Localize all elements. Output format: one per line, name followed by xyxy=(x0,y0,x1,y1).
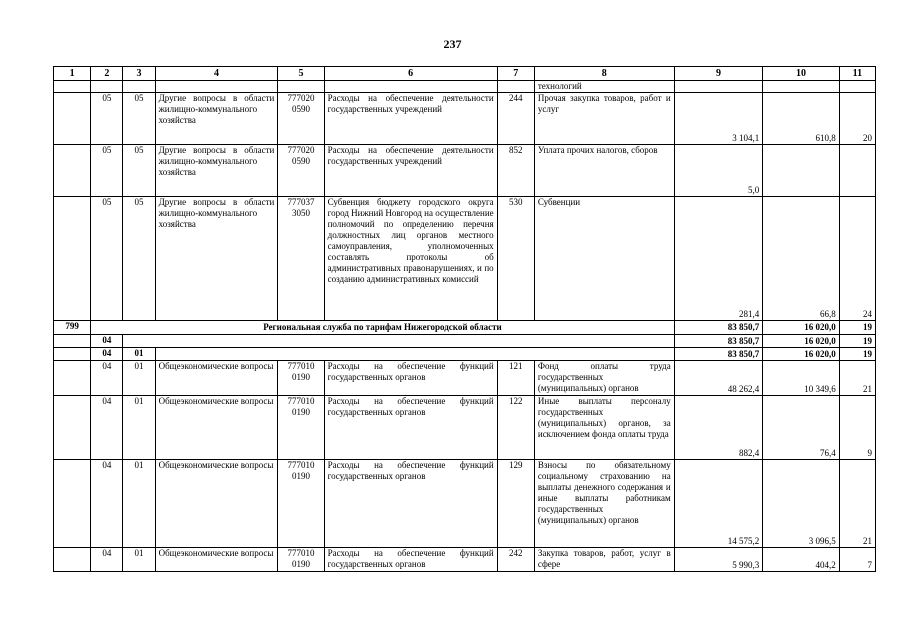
cell-col-11 xyxy=(839,145,875,197)
cell-col-8: Уплата прочих налогов, сборов xyxy=(534,145,674,197)
cell-col-3 xyxy=(123,335,674,348)
cell-col-1 xyxy=(54,197,91,321)
cell-col-7: 242 xyxy=(497,548,534,572)
column-header: 4 xyxy=(155,67,278,81)
cell-col-6: Расходы на обеспечение функций государственных органов xyxy=(324,548,497,572)
cell-col-3: 01 xyxy=(123,460,155,548)
page-number: 237 xyxy=(443,37,462,51)
table-row xyxy=(54,81,876,93)
cell-col-1 xyxy=(54,548,91,572)
header-row xyxy=(54,67,876,81)
cell-col-2: 05 xyxy=(91,145,123,197)
subsection-total-col9: 83 850,7 xyxy=(674,348,763,361)
cell-col-5: 777010 0190 xyxy=(278,548,324,572)
cell-col-3: 01 xyxy=(123,361,155,396)
section-total-col10: 16 020,0 xyxy=(763,335,839,348)
subsection-row xyxy=(54,348,876,361)
cell-col-10: 404,2 xyxy=(763,548,839,572)
cell-col-3: 05 xyxy=(123,145,155,197)
subsection-total-col10: 16 020,0 xyxy=(763,348,839,361)
cell-col-11: 7 xyxy=(839,548,875,572)
cell-col-5: 777020 0590 xyxy=(278,93,324,145)
budget-table xyxy=(53,66,876,572)
cell-col-7 xyxy=(497,81,534,93)
cell-col-10 xyxy=(763,81,839,93)
cell-col-2 xyxy=(91,81,123,93)
cell-col-6: Расходы на обеспечение деятельности государственных учреждений xyxy=(324,93,497,145)
column-header: 7 xyxy=(497,67,534,81)
table-row xyxy=(54,396,876,460)
cell-col-11: 9 xyxy=(839,396,875,460)
cell-col-6: Расходы на обеспечение функций государственных органов xyxy=(324,361,497,396)
cell-col-10: 10 349,6 xyxy=(763,361,839,396)
column-header: 8 xyxy=(534,67,674,81)
cell-col-5: 777010 0190 xyxy=(278,361,324,396)
column-header: 9 xyxy=(674,67,763,81)
cell-col-10 xyxy=(763,145,839,197)
column-header: 5 xyxy=(278,67,324,81)
cell-col-11: 24 xyxy=(839,197,875,321)
cell-col-1 xyxy=(54,348,91,361)
cell-col-7: 530 xyxy=(497,197,534,321)
table-row xyxy=(54,93,876,145)
cell-col-8: технологий xyxy=(534,81,674,93)
cell-col-4: Общеэкономические вопросы xyxy=(155,361,278,396)
cell-col-5: 777037 3050 xyxy=(278,197,324,321)
cell-col-5: 777010 0190 xyxy=(278,460,324,548)
cell-col-2: 04 xyxy=(91,361,123,396)
cell-col-1 xyxy=(54,81,91,93)
section-total-col9: 83 850,7 xyxy=(674,335,763,348)
cell-col-1 xyxy=(54,145,91,197)
subsection-code: 01 xyxy=(123,348,155,361)
cell-col-4 xyxy=(155,348,674,361)
section-code: 04 xyxy=(91,335,123,348)
cell-col-3: 01 xyxy=(123,396,155,460)
cell-col-4: Общеэкономические вопросы xyxy=(155,548,278,572)
cell-col-8: Субвенции xyxy=(534,197,674,321)
column-header: 6 xyxy=(324,67,497,81)
cell-col-6: Расходы на обеспечение функций государственных органов xyxy=(324,396,497,460)
cell-col-1 xyxy=(54,460,91,548)
cell-col-2: 04 xyxy=(91,460,123,548)
cell-col-6: Расходы на обеспечение деятельности государственных учреждений xyxy=(324,145,497,197)
cell-col-4: Другие вопросы в области жилищно-коммунального хозяйства xyxy=(155,93,278,145)
cell-col-2: 05 xyxy=(91,197,123,321)
cell-col-3: 05 xyxy=(123,93,155,145)
cell-col-9: 14 575,2 xyxy=(674,460,763,548)
agency-row xyxy=(54,321,876,335)
cell-col-7: 244 xyxy=(497,93,534,145)
cell-col-10: 610,8 xyxy=(763,93,839,145)
cell-col-1 xyxy=(54,361,91,396)
column-header: 2 xyxy=(91,67,123,81)
cell-col-10: 66,8 xyxy=(763,197,839,321)
cell-col-10: 3 096,5 xyxy=(763,460,839,548)
section-row xyxy=(54,335,876,348)
cell-col-9 xyxy=(674,81,763,93)
cell-col-4: Общеэкономические вопросы xyxy=(155,396,278,460)
section-total-col11: 19 xyxy=(839,335,875,348)
table-row xyxy=(54,460,876,548)
cell-col-11: 21 xyxy=(839,460,875,548)
subsection-total-col11: 19 xyxy=(839,348,875,361)
cell-col-5: 777010 0190 xyxy=(278,396,324,460)
agency-title: Региональная служба по тарифам Нижегородской области xyxy=(91,321,675,335)
cell-col-6: Субвенция бюджету городского округа город Нижний Новгород на осуществление полномочий по определению перечня должностных лиц органов местного самоуправления, уполномоченных составлять протоколы об административных правонарушениях, и по созданию административных комиссий xyxy=(324,197,497,321)
cell-col-9: 5 990,3 xyxy=(674,548,763,572)
cell-col-7: 852 xyxy=(497,145,534,197)
cell-col-1 xyxy=(54,396,91,460)
cell-col-8: Прочая закупка товаров, работ и услуг xyxy=(534,93,674,145)
cell-col-1 xyxy=(54,335,91,348)
column-header: 11 xyxy=(839,67,875,81)
table-row xyxy=(54,548,876,572)
cell-col-1 xyxy=(54,93,91,145)
cell-col-11: 21 xyxy=(839,361,875,396)
cell-col-5: 777020 0590 xyxy=(278,145,324,197)
cell-col-9: 281,4 xyxy=(674,197,763,321)
table-row xyxy=(54,145,876,197)
cell-col-3: 05 xyxy=(123,197,155,321)
table-row xyxy=(54,361,876,396)
cell-col-2: 04 xyxy=(91,396,123,460)
cell-col-8: Взносы по обязательному социальному страхованию на выплаты денежного содержания и иные выплаты работникам государственных (муниципальных) органов xyxy=(534,460,674,548)
cell-col-4: Общеэкономические вопросы xyxy=(155,460,278,548)
subsection-section-code: 04 xyxy=(91,348,123,361)
cell-col-6 xyxy=(324,81,497,93)
cell-col-9: 48 262,4 xyxy=(674,361,763,396)
agency-total-col11: 19 xyxy=(839,321,875,335)
agency-code: 799 xyxy=(54,321,91,335)
cell-col-4: Другие вопросы в области жилищно-коммунального хозяйства xyxy=(155,197,278,321)
column-header: 1 xyxy=(54,67,91,81)
cell-col-3 xyxy=(123,81,155,93)
cell-col-7: 129 xyxy=(497,460,534,548)
column-header: 10 xyxy=(763,67,839,81)
cell-col-6: Расходы на обеспечение функций государственных органов xyxy=(324,460,497,548)
cell-col-4 xyxy=(155,81,278,93)
column-header: 3 xyxy=(123,67,155,81)
cell-col-9: 5,0 xyxy=(674,145,763,197)
cell-col-9: 882,4 xyxy=(674,396,763,460)
cell-col-11 xyxy=(839,81,875,93)
cell-col-5 xyxy=(278,81,324,93)
cell-col-10: 76,4 xyxy=(763,396,839,460)
cell-col-9: 3 104,1 xyxy=(674,93,763,145)
agency-total-col9: 83 850,7 xyxy=(674,321,763,335)
cell-col-3: 01 xyxy=(123,548,155,572)
agency-total-col10: 16 020,0 xyxy=(763,321,839,335)
cell-col-7: 122 xyxy=(497,396,534,460)
cell-col-8: Иные выплаты персоналу государственных (муниципальных) органов, за исключением фонда оплаты труда xyxy=(534,396,674,460)
cell-col-11: 20 xyxy=(839,93,875,145)
table-row xyxy=(54,197,876,321)
cell-col-2: 05 xyxy=(91,93,123,145)
cell-col-8: Фонд оплаты труда государственных (муниципальных) органов xyxy=(534,361,674,396)
cell-col-7: 121 xyxy=(497,361,534,396)
cell-col-2: 04 xyxy=(91,548,123,572)
cell-col-4: Другие вопросы в области жилищно-коммунального хозяйства xyxy=(155,145,278,197)
cell-col-8: Закупка товаров, работ, услуг в сфере xyxy=(534,548,674,572)
